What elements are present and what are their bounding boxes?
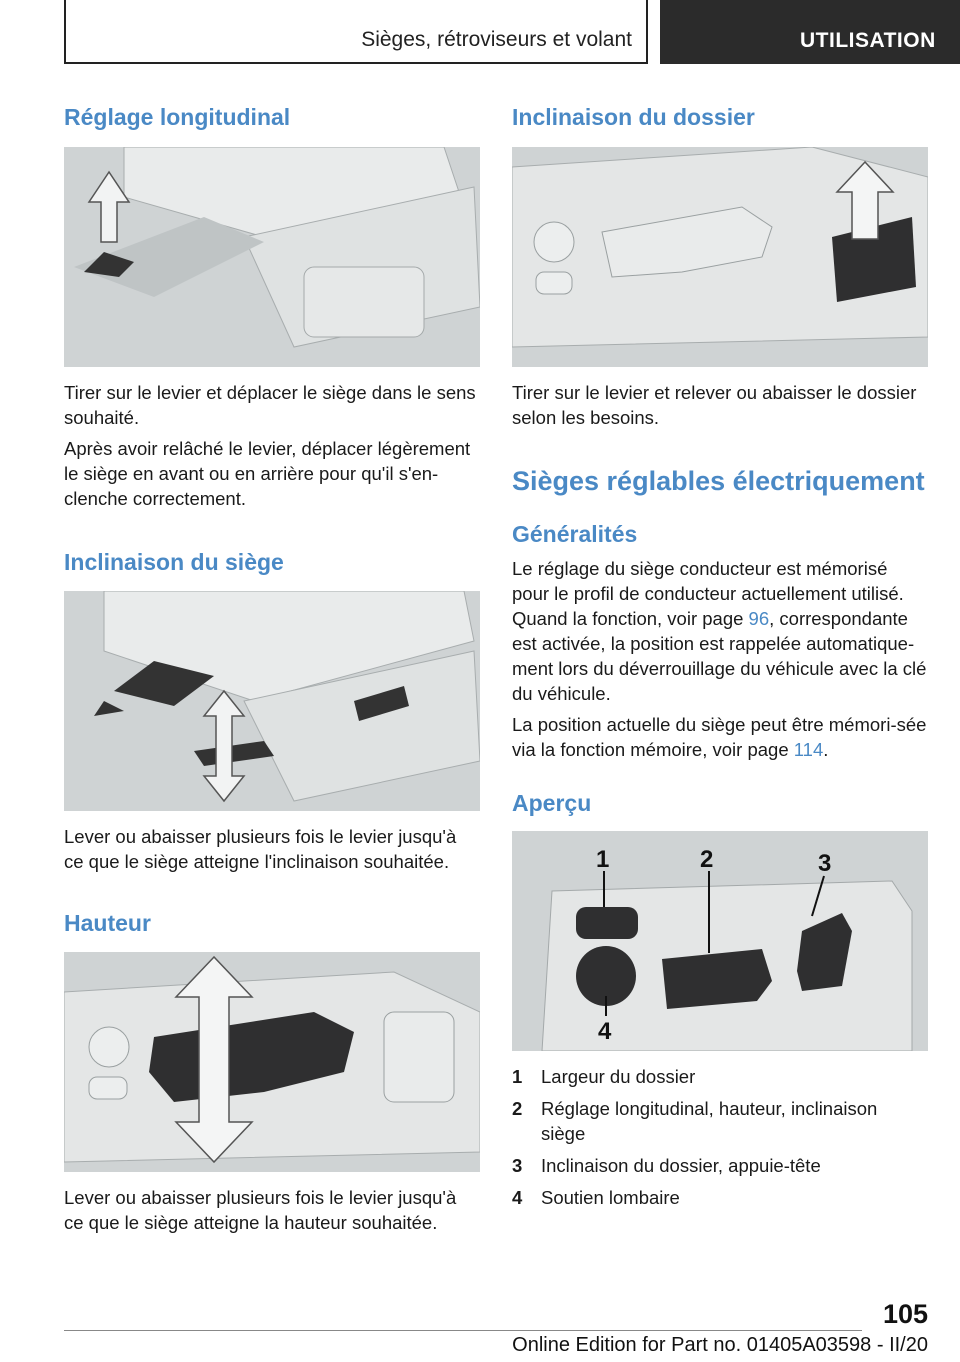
callout-2: 2: [700, 846, 714, 873]
header-section-box: [64, 0, 648, 64]
callout-4: 4: [598, 1018, 612, 1045]
paragraph-general-2: La position actuelle du siège peut être mémori-sée via la fonction mémoire, voir page 114.: [512, 714, 927, 760]
footer-divider: [64, 1330, 862, 1331]
seat-longitudinal-illustration: [64, 147, 480, 367]
heading-longitudinal: Réglage longitudinal: [64, 104, 291, 130]
paragraph-longitudinal-2: Après avoir relâché le levier, déplacer légèrement le siège en avant ou en arrière pour qu'il s'en-clenche correctement.: [64, 438, 471, 509]
heading-general: Généralités: [512, 521, 638, 547]
backrest-tilt-illustration: [512, 147, 928, 367]
footer-edition: Online Edition for Part no. 01405A03598 - II/20: [512, 1334, 928, 1356]
paragraph-height: Lever ou abaisser plusieurs fois le levier jusqu'à ce que le siège atteigne la hauteur souhaitée.: [64, 1187, 457, 1233]
seat-tilt-illustration: [64, 591, 480, 811]
switch-panel-illustration: [512, 831, 928, 1051]
paragraph-backrest-tilt: Tirer sur le levier et relever ou abaisser le dossier selon les besoins.: [512, 382, 917, 428]
seat-height-illustration: [64, 952, 480, 1172]
heading-height: Hauteur: [64, 910, 151, 936]
paragraph-seat-tilt: Lever ou abaisser plusieurs fois le levier jusqu'à ce que le siège atteigne l'inclinaison souhaitée.: [64, 826, 457, 872]
heading-electric-seats: Sièges réglables électriquement: [512, 466, 925, 496]
paragraph-longitudinal-1: Tirer sur le levier et déplacer le siège dans le sens souhaité.: [64, 382, 476, 428]
header-section-title: Sièges, rétroviseurs et volant: [361, 28, 632, 51]
page-number: 105: [882, 1299, 928, 1329]
heading-seat-tilt: Inclinaison du siège: [64, 549, 284, 575]
paragraph-general-1: Le réglage du siège conducteur est mémorisé pour le profil de conducteur actuellement utilisé. Quand la fonction, voir page 96, correspondante est activée, la position est rappelée automatique-ment lors du déverrouillage du véhicule avec la clé du véhicule.: [512, 558, 927, 704]
page-link-114[interactable]: 114: [793, 739, 824, 760]
callout-3: 3: [818, 850, 832, 877]
header-chapter-title: UTILISATION: [800, 29, 936, 52]
header-chapter-box: [660, 0, 960, 64]
heading-overview: Aperçu: [512, 790, 592, 816]
heading-backrest-tilt: Inclinaison du dossier: [512, 104, 755, 130]
callout-1: 1: [596, 846, 610, 873]
page-link-96[interactable]: 96: [748, 608, 770, 629]
